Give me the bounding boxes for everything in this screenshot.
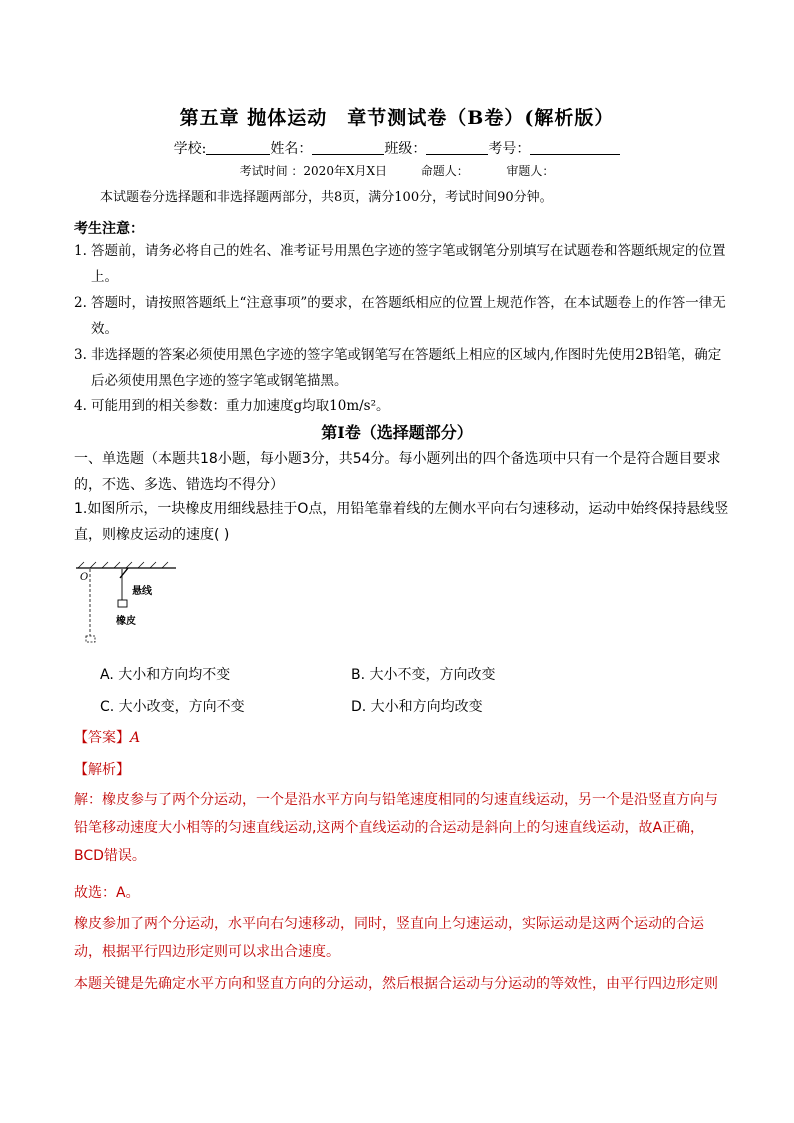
exam-meta-line [0,162,794,179]
setter-label: 命题人： [420,164,469,178]
eraser [118,600,127,607]
analysis-paragraph: 解：橡皮参与了两个分运动，一个是沿水平方向与铅笔速度相同的匀速直线运动，另一个是沿竖直方向与铅笔移动速度大小相等的匀速直线运动,这两个直线运动的合运动是斜向上的匀速直线运动，故A正确，BCD错误。 [74,792,718,864]
eraser-label: 橡皮 [116,616,136,627]
option-c: C. 大小改变，方向不变 [100,699,245,715]
answer-tag: 【答案】 [74,730,130,746]
intro-text: 本试题卷分选择题和非选择题两部分，共8页，满分100分，考试时间90分钟。 [100,190,553,205]
ceiling-hatching [76,562,176,568]
number-blank [530,140,620,155]
notice-num: 1. [74,243,87,259]
question-stem: 1.如图所示，一块橡皮用细线悬挂于O点，用铅笔靠着线的左侧水平向右匀速移动，运动中始终保持悬线竖直，则橡皮运动的速度( ) [74,501,729,543]
school-label: 学校: [173,141,207,157]
school-blank [206,140,270,155]
analysis-paragraph: 橡皮参加了两个分运动，水平向右匀速移动，同时，竖直向上匀速运动，实际运动是这两个运动的合运动，根据平行四边形定则可以求出合速度。 [74,916,704,960]
class-blank [426,140,488,155]
name-blank [312,140,384,155]
notice-text: 答题时，请按照答题纸上“注意事项”的要求，在答题纸相应的位置上规范作答，在本试题卷上的作答一律无效。 [91,295,726,337]
notice-num: 2. [74,295,87,311]
o-label: O [80,572,89,583]
number-label: 考号： [488,141,531,157]
notice-item [74,342,734,394]
option-a: A. 大小和方向均不变 [100,667,231,683]
analysis-paragraph: 本题关键是先确定水平方向和竖直方向的分运动，然后根据合运动与分运动的等效性，由平行四边形定则 [74,976,718,992]
exam-time: 考试时间 ：2020年X月X日 [239,164,388,178]
notice-item [74,290,734,342]
page-title: 第五章 抛体运动 章节测试卷（B卷）(解析版） [179,107,615,129]
option-b: B. 大小不变，方向改变 [351,667,496,683]
notice-text: 答题前，请务必将自己的姓名、准考证号用黑色字迹的签字笔或钢笔分别填写在试题卷和答题纸规定的位置上。 [91,243,726,285]
notice-num: 4. [74,398,87,414]
notice-text: 非选择题的答案必须使用黑色字迹的签字笔或钢笔写在答题纸上相应的区域内,作图时先使用2B铅笔，确定后必须使用黑色字迹的签字笔或钢笔描黑。 [91,347,722,389]
answer-value: A [130,730,141,746]
name-label: 姓名： [270,141,313,157]
notice-num: 3. [74,347,87,363]
analysis-tag: 【解析】 [74,762,130,778]
pencil [120,568,128,578]
student-info-line [0,138,794,158]
choice-line: 故选：A。 [74,885,140,901]
initial-eraser-outline [86,636,95,642]
notice-heading: 考生注意： [74,221,144,237]
option-d: D. 大小和方向均改变 [351,699,483,715]
notice-text: 可能用到的相关参数：重力加速度g均取10m/s²。 [91,398,390,414]
section-title: 第Ⅰ卷（选择题部分） [321,423,473,442]
thread-label: 悬线 [132,586,152,597]
notice-item [74,238,734,290]
class-label: 班级： [384,141,427,157]
reviewer-label: 审题人： [506,164,555,178]
notice-item [74,393,734,419]
part-instructions: 一、单选题（本题共18小题，每小题3分，共54分。每小题列出的四个备选项中只有一个是符合题目要求的，不选、多选、错选均不得分） [74,451,721,493]
pendulum-figure [76,560,186,650]
answer-line [74,727,140,747]
